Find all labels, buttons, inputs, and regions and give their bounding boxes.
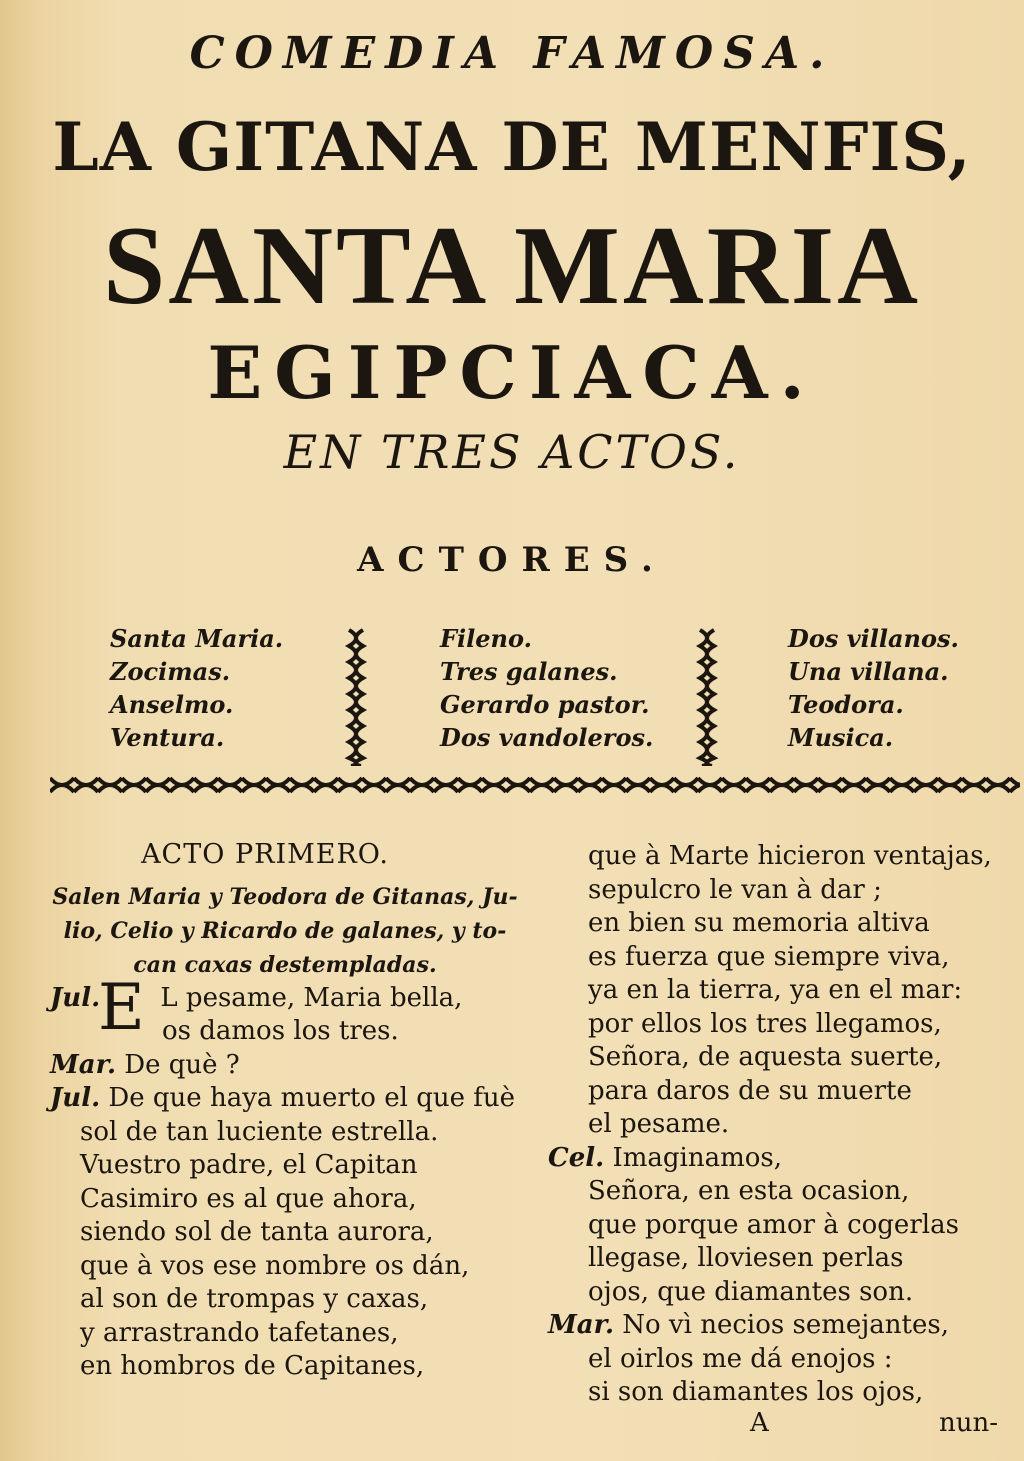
verse-line: al son de trompas y caxas, [80, 1284, 429, 1314]
speaker-label: Jul. [50, 1083, 101, 1113]
verse-line: es fuerza que siempre viva, [588, 941, 950, 972]
verse-text: No vì necios semejantes, [622, 1310, 949, 1340]
speaker-label: Mar. [548, 1310, 614, 1340]
cast-entry: Santa Maria. [110, 624, 284, 653]
verse-line: para daros de su muerte [588, 1075, 912, 1106]
chain-rule-ornament [50, 770, 1020, 800]
verse-line [548, 1142, 1018, 1176]
verse-line: en hombros de Capitanes, [80, 1351, 425, 1381]
verse-line: el pesame. [588, 1109, 730, 1139]
stage-direction-line: Salen Maria y Teodora de Gitanas, Ju- [52, 883, 518, 910]
speaker-label: Mar. [50, 1049, 116, 1080]
verse-text: Imaginamos, [612, 1142, 782, 1173]
actores-heading: ACTORES. [357, 540, 667, 580]
verse-line: en bien su memoria altiva [588, 908, 930, 938]
cast-entry: Fileno. [440, 624, 532, 653]
cast-entry: Teodora. [788, 690, 904, 719]
title-line-1: LA GITANA DE MENFIS, [52, 108, 972, 186]
cast-column-1 [110, 622, 283, 754]
cast-entry: Gerardo pastor. [440, 690, 650, 719]
cast-entry: Una villana. [788, 657, 949, 686]
verse-line: que à Marte hicieron ventajas, [588, 841, 992, 871]
verse-line: y arrastrando tafetanes, [80, 1317, 399, 1348]
verse-line: Casimiro es al que ahora, [80, 1183, 417, 1214]
signature-mark: A [750, 1408, 769, 1438]
cast-entry: Zocimas. [110, 657, 231, 686]
text-column-left [50, 838, 520, 1384]
verse-line [548, 1309, 1018, 1343]
cast-entry: Dos vandoleros. [440, 723, 654, 752]
verse-line: os damos los tres. [162, 1016, 399, 1046]
verse-line: ya en la tierra, ya en el mar: [588, 975, 963, 1005]
drop-cap: E [98, 970, 145, 1045]
acts-subtitle: EN TRES ACTOS. [283, 425, 741, 479]
title-line-3: EGIPCIACA. [207, 330, 817, 415]
cast-entry: Tres galanes. [440, 657, 618, 686]
verse-line: llegase, lloviesen perlas [588, 1243, 904, 1273]
verse-line: sol de tan luciente estrella. [80, 1116, 439, 1147]
verse-line [50, 1082, 520, 1116]
verse-line: siendo sol de tanta aurora, [80, 1217, 434, 1247]
speaker-label: Cel. [548, 1142, 605, 1173]
verse-line: Señora, de aquesta suerte, [588, 1042, 943, 1072]
verse-line: que à vos ese nombre os dán, [80, 1250, 470, 1281]
verse-line: Señora, en esta ocasion, [588, 1176, 910, 1206]
title-line-2: SANTA MARIA [102, 204, 922, 328]
vertical-chain-ornament [343, 626, 369, 766]
verse-line: sepulcro le van à dar ; [588, 874, 882, 905]
catchword: nun- [938, 1408, 998, 1438]
cast-entry: Dos villanos. [788, 624, 959, 653]
verse-text: De què ? [124, 1049, 240, 1080]
verse-line [50, 1049, 520, 1083]
vertical-chain-ornament [694, 626, 720, 766]
stage-direction [50, 880, 520, 982]
text-column-right [548, 840, 1018, 1410]
verse-line: que porque amor à cogerlas [588, 1209, 959, 1240]
stage-direction-line: can caxas destempladas. [133, 951, 437, 978]
cast-column-3 [788, 622, 959, 754]
cast-entry: Musica. [788, 723, 894, 752]
stage-direction-line: lio, Celio y Ricardo de galanes, y to- [63, 917, 507, 944]
cast-column-2 [440, 622, 653, 754]
verse-line: ojos, que diamantes son. [588, 1276, 914, 1307]
verse-line: por ellos los tres llegamos, [588, 1008, 942, 1039]
verse-line: Vuestro padre, el Capitan [80, 1150, 418, 1180]
act-heading: ACTO PRIMERO. [141, 839, 389, 870]
speaker-label: Jul. [50, 982, 101, 1013]
genre-heading: COMEDIA FAMOSA. [189, 28, 835, 79]
cast-entry: Ventura. [110, 723, 225, 752]
verse-line: si son diamantes los ojos, [588, 1377, 924, 1407]
cast-entry: Anselmo. [110, 690, 234, 719]
verse-text: De que haya muerto el que fuè [108, 1083, 515, 1113]
verse-text: L pesame, Maria bella, [160, 982, 463, 1013]
verse-line: el oirlos me dá enojos : [588, 1343, 893, 1374]
